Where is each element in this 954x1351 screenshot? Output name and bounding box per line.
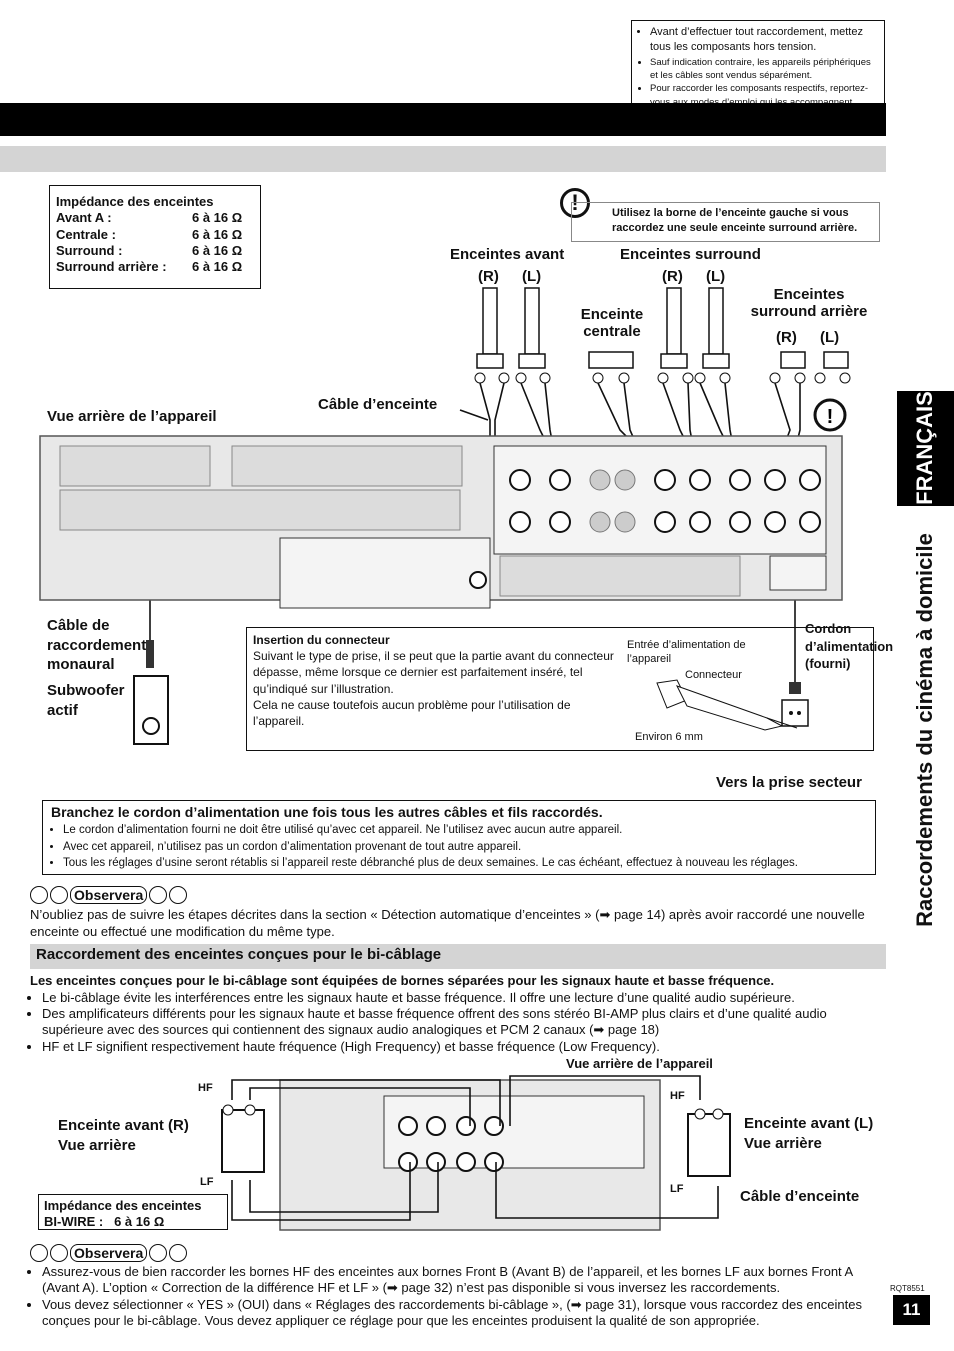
subwoofer-label: Subwoofer actif bbox=[47, 682, 125, 719]
surround-speakers-label: Enceintes surround bbox=[620, 246, 761, 263]
surround-back-l-label: (L) bbox=[820, 329, 840, 346]
hf-label-left: HF bbox=[198, 1082, 213, 1094]
biwire-intro: Les enceintes conçues pour le bi-câblage sont équipées de bornes séparées pour les signaux haute et basse fréquence. bbox=[30, 973, 775, 988]
warning-note: Utilisez la borne de l’enceinte gauche si vous raccordez une seule enceinte surround arrière. bbox=[571, 202, 880, 242]
impedance-title: Impédance des enceintes bbox=[56, 194, 214, 209]
connector-illustration bbox=[647, 678, 807, 733]
insertion-text: Suivant le type de prise, il se peut que la partie avant du connecteur dépasse, même lorsque ce dernier est parfaitement inséré, tel qu’indiqué sur l’illustration. bbox=[253, 649, 614, 696]
front-speakers-label: Enceintes avant bbox=[450, 246, 565, 263]
biwire-imp-value: 6 à 16 Ω bbox=[114, 1213, 165, 1229]
note-item: • Pour raccorder les composants respectifs, reportez- bbox=[650, 82, 878, 109]
insertion-text-2: Cela ne cause toutefois aucun problème pour l’utilisation de l’appareil. bbox=[253, 697, 571, 728]
surround-r-label: (R) bbox=[662, 268, 683, 285]
biwire-item: • HF et LF signifient respectivement haute fréquence (High Frequency) et basse fréquence (Low Frequency). bbox=[42, 1039, 888, 1055]
observe-label-2: Observera bbox=[70, 1244, 147, 1262]
observe-label: Observera bbox=[70, 886, 147, 904]
observe2-item: • Assurez-vous de bien raccorder les bornes HF des enceintes aux bornes Front B (Avant B) de l’appareil, et les bornes LF aux bornes Front A (Avant A). L’option « Correction de la différence HF et LF » (➡ page 32) n’est pas disponible si vous inversez les raccordements. bbox=[42, 1264, 888, 1297]
biwire-item: • Le bi-câblage évite les interférences entre les signaux haute et basse fréquence. Il offre une lecture d’une qualité audio supérieure. bbox=[42, 990, 888, 1006]
observe2-body bbox=[30, 1264, 888, 1329]
section-vertical-title: Raccordements du cinéma à domicile bbox=[912, 533, 937, 927]
svg-text:!: ! bbox=[826, 406, 834, 428]
note-item: • Avant d’effectuer tout raccordement, mettez tous les composants hors tension. bbox=[650, 25, 878, 56]
circle-icon bbox=[149, 1244, 167, 1262]
rear-view-label: Vue arrière de l’appareil bbox=[47, 408, 217, 425]
circle-icon bbox=[30, 886, 48, 904]
language-label: FRANÇAIS bbox=[912, 391, 937, 505]
language-tab bbox=[897, 391, 954, 506]
lf-label-right: LF bbox=[670, 1183, 684, 1195]
observe-heading-2 bbox=[30, 1244, 187, 1262]
to-outlet-label: Vers la prise secteur bbox=[716, 774, 862, 791]
insertion-title: Insertion du connecteur bbox=[253, 633, 390, 647]
circle-icon bbox=[50, 886, 68, 904]
impedance-value: 6 à 16 Ω bbox=[192, 226, 243, 242]
power-warning-item: • Le cordon d’alimentation fourni ne doit être utilisé qu’avec cet appareil. Ne l’utilisez avec aucun autre appareil. bbox=[63, 822, 867, 839]
biwire-item: • Des amplificateurs différents pour les signaux haute et basse fréquence offrent des sons stéréo BI-AMP plus clairs et d’une qualité audio supérieure avec des sources qui contiennent des signaux audio analogiques et PCM 2 canaux (➡ page 18) bbox=[42, 1006, 888, 1039]
biwire-imp-name: BI-WIRE : bbox=[44, 1213, 104, 1229]
lf-label-left: LF bbox=[200, 1176, 214, 1188]
front-r-rear-label: Enceinte avant (R) Vue arrière bbox=[58, 1117, 189, 1155]
document-code: RQT8551 bbox=[890, 1284, 925, 1293]
power-warning-box bbox=[42, 800, 876, 875]
surround-l-label: (L) bbox=[706, 268, 726, 285]
biwire-body bbox=[30, 973, 888, 1055]
connector-label: Connecteur bbox=[685, 669, 742, 681]
speaker-cable-label: Câble d’enceinte bbox=[318, 396, 438, 413]
note-item: • Sauf indication contraire, les appareils périphériques et les câbles sont vendus séparément. bbox=[650, 56, 878, 83]
front-l-label: (L) bbox=[522, 268, 542, 285]
impedance-name: Surround arrière : bbox=[56, 259, 167, 274]
biwire-rear-view-label: Vue arrière de l’appareil bbox=[566, 1056, 713, 1071]
circle-icon bbox=[169, 886, 187, 904]
front-r-label: (R) bbox=[478, 268, 499, 285]
circle-icon bbox=[30, 1244, 48, 1262]
observe2-item: • Vous devez sélectionner « YES » (OUI) dans « Réglages des raccordements bi-câblage », (➡ page 31), lorsque vous raccordez des enceintes conçues pour le bi-câblage. Vous devez appliquer ce réglage pour que les enceintes produisent la qualité de son appropriée. bbox=[42, 1297, 888, 1330]
page-number: 11 bbox=[893, 1295, 930, 1325]
biwire-section-title: Raccordement des enceintes conçues pour le bi-câblage bbox=[30, 944, 886, 969]
mono-cable-label: Câble de raccordement monaural bbox=[47, 617, 147, 673]
impedance-name: Centrale : bbox=[56, 226, 116, 242]
power-warning-item: • Avec cet appareil, n’utilisez pas un cordon d’alimentation provenant de tout autre appareil. bbox=[63, 839, 867, 856]
hf-label-right: HF bbox=[670, 1090, 685, 1102]
surround-back-label: Enceintes surround arrière bbox=[750, 286, 868, 320]
surround-back-r-label: (R) bbox=[776, 329, 797, 346]
front-l-rear-label: Enceinte avant (L) Vue arrière bbox=[744, 1115, 874, 1153]
biwire-imp-title: Impédance des enceintes bbox=[44, 1198, 202, 1213]
impedance-value: 6 à 16 Ω bbox=[192, 259, 243, 274]
power-cord-label: Cordon d’alimentation (fourni) bbox=[805, 621, 894, 672]
inlet-label: Entrée d’alimentation de l’appareil bbox=[627, 639, 746, 666]
power-warning-item: • Tous les réglages d’usine seront rétablis si l’appareil reste débranché plus de deux semaines. Le cas échéant, effectuez à nouveau les réglages. bbox=[63, 855, 867, 872]
side-section-title bbox=[897, 510, 954, 950]
biwire-impedance-box bbox=[38, 1194, 228, 1230]
impedance-name: Avant A : bbox=[56, 210, 112, 226]
impedance-value: 6 à 16 Ω bbox=[192, 242, 243, 258]
impedance-name: Surround : bbox=[56, 242, 123, 258]
power-warning-heading: Branchez le cordon d’alimentation une fois tous les autres câbles et fils raccordés. bbox=[51, 804, 603, 820]
biwire-cable-label: Câble d’enceinte bbox=[740, 1188, 860, 1205]
center-speaker-label: Enceinte centrale bbox=[580, 306, 644, 340]
warning-icon: ! bbox=[560, 188, 590, 218]
circle-icon bbox=[149, 886, 167, 904]
connector-insertion-box bbox=[246, 627, 874, 751]
circle-icon bbox=[50, 1244, 68, 1262]
circle-icon bbox=[169, 1244, 187, 1262]
impedance-value: 6 à 16 Ω bbox=[192, 210, 243, 226]
observe-heading bbox=[30, 886, 187, 904]
approx-label: Environ 6 mm bbox=[635, 731, 703, 743]
observe-text: N’oubliez pas de suivre les étapes décrites dans la section « Détection automatique d’enceintes » (➡ page 14) après avoir raccordé une nouvelle enceinte ou effectué une modification du même type. bbox=[30, 907, 865, 939]
